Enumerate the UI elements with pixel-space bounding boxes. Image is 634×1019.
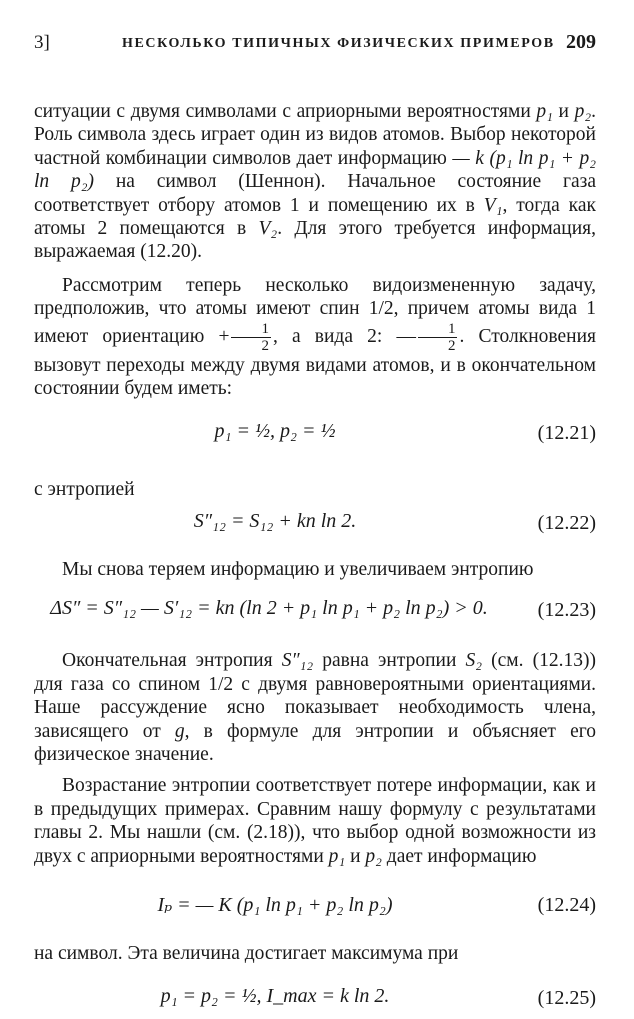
running-header bbox=[34, 28, 596, 58]
equation-12-22 bbox=[34, 504, 596, 544]
math-p1: p₁ bbox=[536, 101, 553, 122]
numerator: 1 bbox=[418, 321, 458, 338]
math-plus: + bbox=[218, 325, 230, 347]
math-s2: S₂ bbox=[465, 650, 483, 672]
math-p2: p₂ bbox=[365, 845, 382, 867]
math-p2: p₂ bbox=[574, 101, 592, 122]
equation-number: (12.25) bbox=[537, 987, 596, 1010]
equation-body: p₁ = p₂ = ½, I_max = k ln 2. bbox=[160, 985, 390, 1008]
equation-12-24 bbox=[34, 886, 596, 926]
text: (см. (12.13)) для газа со спином 1/2 с двумя равновероятными ориентациями. Наше рассуждение ясно показывает необходимость члена, зависящего от bbox=[34, 650, 596, 742]
text: . Для этого требуется информация, выражаемая (12.20). bbox=[34, 218, 596, 263]
fraction-half bbox=[418, 321, 458, 354]
text: , а вида 2: bbox=[272, 325, 397, 347]
paragraph-4: Мы снова теряем информацию и увеличиваем энтропию bbox=[62, 558, 534, 580]
math-info-expression: — k (p₁ ln p₁ + p₂ ln p₂) bbox=[34, 147, 597, 193]
equation-12-23 bbox=[34, 591, 596, 631]
text: . Роль символа здесь играет один из видов атомов. Выбор некоторой частной комбинации символов дает информацию bbox=[34, 101, 597, 169]
paragraph-1 bbox=[34, 100, 596, 264]
section-number: 3] bbox=[34, 32, 50, 53]
numerator: 1 bbox=[231, 321, 271, 338]
denominator: 2 bbox=[261, 337, 269, 354]
equation-body: S″₁₂ = S₁₂ + kn ln 2. bbox=[193, 509, 357, 532]
equation-number: (12.23) bbox=[537, 599, 596, 622]
page-number: 209 bbox=[566, 31, 596, 53]
equation-12-25 bbox=[34, 979, 596, 1019]
text: и bbox=[552, 101, 575, 122]
text: ситуации с двумя символами с априорными вероятностями bbox=[34, 101, 537, 122]
text: Возрастание энтропии соответствует потере информации, как и в предыдущих примерах. Сравним нашу формулу с результатами главы 2. Мы нашли (см. (2.18)), что выбор одной возможности из двух с априорными вероятностями bbox=[34, 775, 596, 867]
paragraph-5 bbox=[34, 649, 596, 766]
denominator: 2 bbox=[447, 337, 456, 354]
paragraph-2 bbox=[34, 274, 596, 401]
equation-number: (12.24) bbox=[537, 893, 596, 916]
fraction-half bbox=[231, 321, 271, 354]
text: . Столкновения вызовут переходы между двумя видами атомов, и в окончательном состоянии будем иметь: bbox=[34, 325, 596, 400]
math-g: g bbox=[174, 720, 185, 742]
math-minus: — bbox=[396, 325, 416, 347]
text: равна энтропии bbox=[313, 650, 466, 672]
text: Окончательная энтропия bbox=[62, 650, 282, 672]
math-v2: V₂ bbox=[258, 218, 278, 240]
equation-body: Iₚ = — K (p₁ ln p₁ + p₂ ln p₂) bbox=[157, 893, 393, 916]
paragraph-7: на символ. Эта величина достигает максимума при bbox=[34, 942, 459, 964]
paragraph-6 bbox=[34, 774, 596, 868]
equation-body: p₁ = ½, p₂ = ½ bbox=[214, 420, 336, 443]
text: дает информацию bbox=[381, 845, 537, 867]
running-title: НЕСКОЛЬКО ТИПИЧНЫХ ФИЗИЧЕСКИХ ПРИМЕРОВ bbox=[122, 36, 555, 51]
paragraph-3: с энтропией bbox=[34, 479, 135, 501]
text: и bbox=[345, 845, 366, 867]
text: на символ (Шеннон). Начальное состояние газа соответствует отбору атомов 1 и помещению их в bbox=[34, 171, 596, 216]
equation-number: (12.21) bbox=[537, 422, 596, 445]
math-v1: V₁ bbox=[483, 194, 503, 216]
math-s12pp: S″₁₂ bbox=[281, 650, 314, 672]
text: , тогда как атомы 2 помещаются в bbox=[34, 194, 596, 240]
equation-body: ΔS″ = S″₁₂ — S′₁₂ = kn (ln 2 + p₁ ln p₁ + p₂ ln p₂) > 0. bbox=[50, 597, 488, 620]
equation-number: (12.22) bbox=[537, 511, 596, 534]
equation-12-21 bbox=[34, 414, 596, 460]
text: Рассмотрим теперь несколько видоизмененную задачу, предположив, что атомы имеют спин 1/2, причем атомы вида 1 имеют ориентацию bbox=[34, 274, 596, 347]
text: , в формуле для энтропии и объясняет его физическое значение. bbox=[34, 720, 596, 765]
math-p1: p₁ bbox=[328, 845, 346, 867]
page bbox=[34, 28, 596, 1019]
